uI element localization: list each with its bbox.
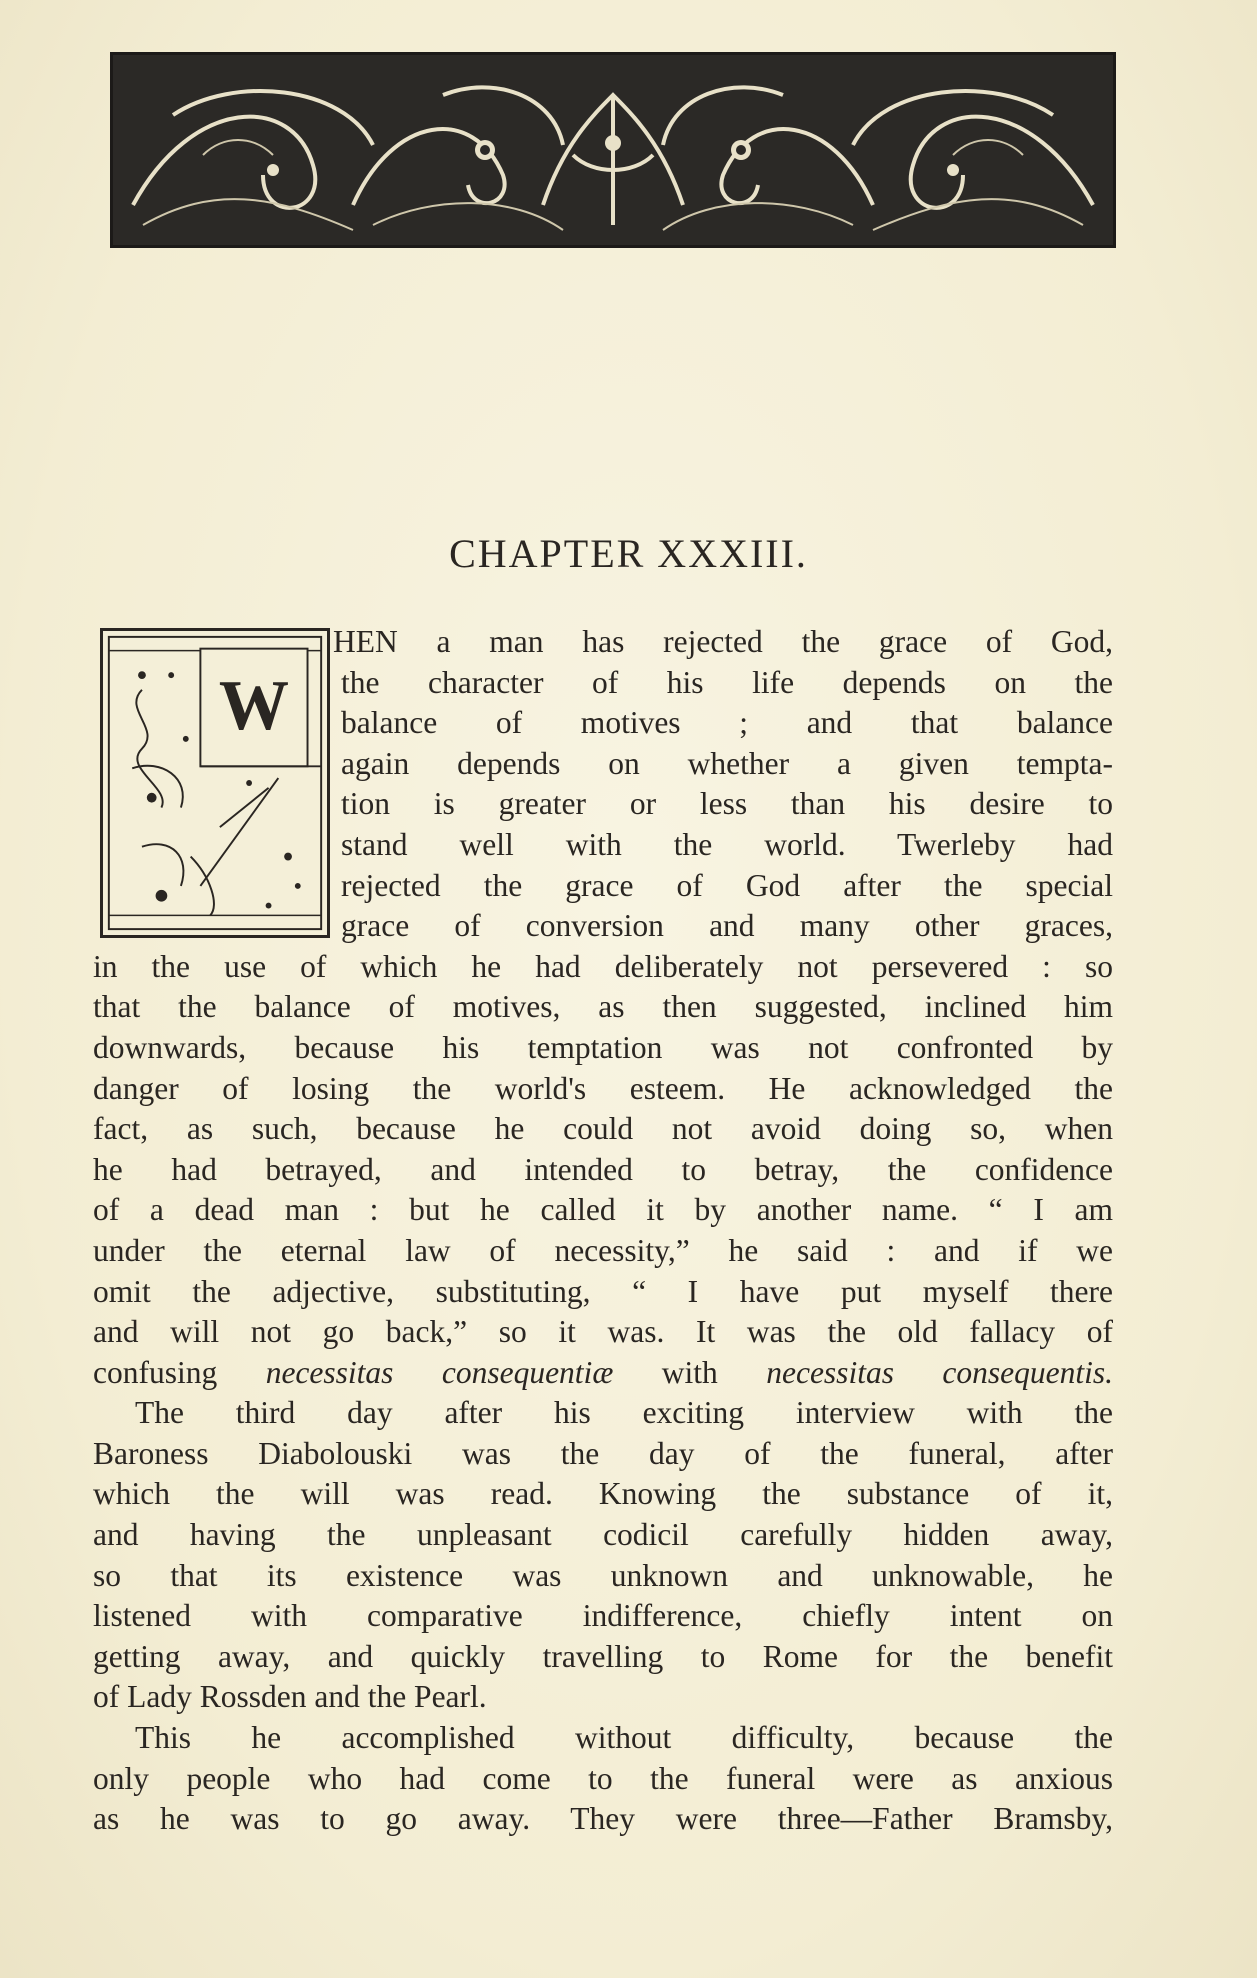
text-line: only people who had come to the funeral were as anxious [93,1760,1113,1796]
text-line: getting away, and quickly travelling to Rome for the benefit [93,1638,1113,1674]
text-line: omit the adjective, substituting, “ I have put myself there [93,1273,1113,1309]
drop-cap-letter: W [218,666,290,746]
text-line: he had betrayed, and intended to betray, the confidence [93,1151,1113,1187]
text-line: downwards, because his temptation was not confronted by [93,1029,1113,1065]
text-line: fact, as such, because he could not avoid doing so, when [93,1111,1113,1147]
text-line-with-latin [93,1353,1113,1394]
paragraph-start-line: The third day after his exciting interview with the [135,1395,1113,1431]
text-line: that the balance of motives, as then suggested, inclined him [93,989,1113,1025]
text-line: and will not go back,” so it was. It was the old fallacy of [93,1314,1113,1350]
latin-phrase: necessitas consequentis. [766,1354,1113,1390]
text-line: so that its existence was unknown and unknowable, he [93,1557,1113,1593]
text-line: which the will was read. Knowing the substance of it, [93,1476,1113,1512]
paragraph-start-line: This he accomplished without difficulty, because the [135,1720,1113,1756]
text-line: Baroness Diabolouski was the day of the funeral, after [93,1435,1113,1471]
text-fragment: with [613,1354,767,1390]
text-line: again depends on whether a given tempta- [341,745,1113,781]
text-line: listened with comparative indifference, chiefly intent on [93,1598,1113,1634]
text-line: HEN a man has rejected the grace of God, [333,624,1113,659]
text-line: as he was to go away. They were three—Father Bramsby, [93,1801,1113,1837]
text-line: in the use of which he had deliberately not persevered : so [93,948,1113,984]
body-text [93,622,1113,1840]
text-line: and having the unpleasant codicil carefully hidden away, [93,1517,1113,1553]
text-line: of a dead man : but he called it by another name. “ I am [93,1192,1113,1228]
text-line: rejected the grace of God after the special [341,867,1113,903]
text-line: of Lady Rossden and the Pearl. [93,1679,487,1715]
chapter-heading: CHAPTER XXXIII. [449,531,808,576]
text-line: stand well with the world. Twerleby had [341,826,1113,862]
text-line: the character of his life depends on the [341,664,1113,700]
text-line: balance of motives ; and that balance [341,705,1113,741]
text-line: grace of conversion and many other graces, [341,908,1113,944]
text-line: danger of losing the world's esteem. He acknowledged the [93,1070,1113,1106]
text-fragment: confusing [93,1354,266,1390]
foliage-ornament-icon [113,55,1113,245]
latin-phrase: necessitas consequentiæ [265,1354,614,1390]
header-ornament [110,52,1116,248]
text-line: under the eternal law of necessity,” he said : and if we [93,1232,1113,1268]
text-line: tion is greater or less than his desire to [341,786,1113,822]
